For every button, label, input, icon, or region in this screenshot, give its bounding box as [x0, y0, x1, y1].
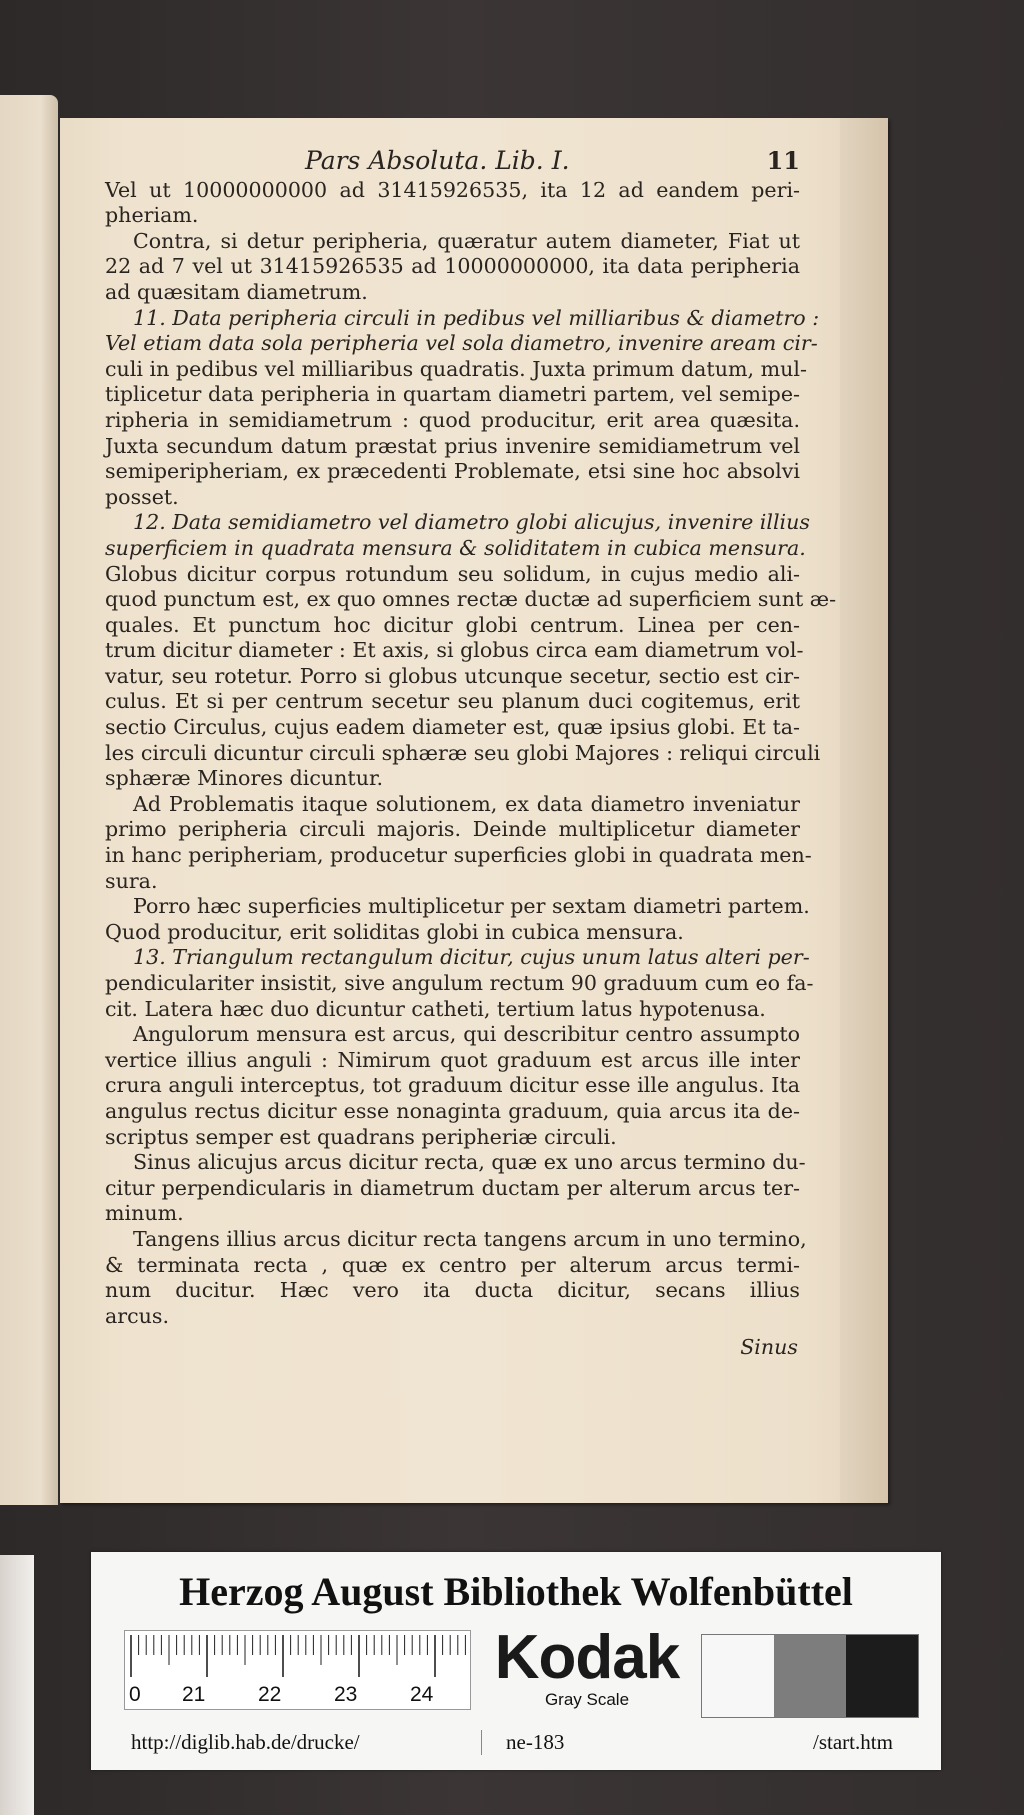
gray-scale-label: Gray Scale [544, 1690, 630, 1709]
text-line: Angulorum mensura est arcus, qui describitur centro assumpto [133, 1022, 800, 1047]
text-line: angulus rectus dicitur esse nonaginta graduum, quia arcus ita de- [105, 1098, 800, 1123]
page-text-block [105, 146, 837, 1361]
text-line: pendiculariter insistit, sive angulum rectum 90 graduum cum eo fa- [105, 971, 814, 995]
url-identifier: ne-183 [481, 1730, 564, 1755]
text-line: 13. Triangulum rectangulum dicitur, cujus unum latus alteri per- [133, 945, 810, 970]
ruler-label-22: 22 [258, 1683, 282, 1706]
text-line: quales. Et punctum hoc dicitur globi centrum. Linea per cen- [105, 612, 800, 637]
text-line: tiplicetur data peripheria in quartam diametri partem, vel semipe- [105, 382, 800, 407]
text-line: Globus dicitur corpus rotundum seu solidum, in cujus medio ali- [105, 561, 800, 586]
text-line: & terminata recta , quæ ex centro per alterum arcus termi- [105, 1252, 800, 1277]
text-line: semiperipheriam, ex præcedenti Problemate, etsi sine hoc absolvi [105, 459, 800, 484]
text-line: 12. Data semidiametro vel diametro globi alicujus, invenire illius [133, 510, 810, 535]
url-suffix: /start.htm [813, 1730, 893, 1754]
text-line: Quod producitur, erit soliditas globi in cubica mensura. [105, 919, 684, 944]
text-line: crura anguli interceptus, tot graduum dicitur esse ille angulus. Ita [105, 1073, 800, 1098]
text-line: trum dicitur diameter : Et axis, si globus circa eam diametrum vol- [105, 638, 804, 663]
measurement-ruler [124, 1630, 471, 1710]
running-head-title: Pars Absoluta. Lib. I. [305, 146, 570, 175]
ruler-label-0: 0 [129, 1683, 141, 1706]
text-line: minum. [105, 1201, 184, 1226]
text-line: Ad Problematis itaque solutionem, ex data diametro inveniatur [133, 791, 800, 816]
text-line: superficiem in quadrata mensura & soliditatem in cubica mensura. [105, 535, 806, 560]
text-line: scriptus semper est quadrans peripheriæ circuli. [105, 1124, 617, 1149]
text-line: ad quæsitam diametrum. [105, 279, 368, 304]
library-color-card [91, 1552, 941, 1770]
gray-scale-swatches [701, 1634, 919, 1718]
left-neighbour-page [0, 95, 58, 1505]
ruler-label-23: 23 [334, 1683, 358, 1706]
text-line: 22 ad 7 vel ut 31415926535 ad 10000000000, ita data peripheria [105, 254, 800, 279]
ruler-ticks [125, 1631, 470, 1681]
text-line: sectio Circulus, cujus eadem diameter est, quæ ipsius globi. Et ta- [105, 715, 800, 740]
text-line: Vel ut 10000000000 ad 31415926535, ita 12 ad eandem peri- [105, 177, 800, 202]
text-line: vatur, seu rotetur. Porro si globus utcunque secetur, sectio est cir- [105, 663, 800, 688]
ruler-label-24: 24 [410, 1683, 434, 1706]
text-line: vertice illius anguli : Nimirum quot graduum est arcus ille inter [105, 1047, 800, 1072]
kodak-logo: Kodak [494, 1623, 680, 1692]
text-line: posset. [105, 484, 179, 509]
text-line: pheriam. [105, 203, 199, 228]
text-line: culus. Et si per centrum secetur seu planum duci cogitemus, erit [105, 689, 800, 714]
text-line: cit. Latera hæc duo dicuntur catheti, tertium latus hypotenusa. [105, 996, 766, 1021]
text-line: sura. [105, 868, 158, 893]
swatch-white [702, 1635, 774, 1717]
left-lower-strip [0, 1555, 34, 1815]
text-line: 11. Data peripheria circuli in pedibus vel milliaribus & diametro : [133, 305, 820, 330]
swatch-gray [774, 1635, 846, 1717]
text-line: Tangens illius arcus dicitur recta tangens arcum in uno termino, [133, 1226, 807, 1251]
text-line: quod punctum est, ex quo omnes rectæ ductæ ad superficiem sunt æ- [105, 587, 837, 612]
text-line: Juxta secundum datum præstat prius invenire semidiametrum vel [105, 433, 800, 458]
url-prefix: http://diglib.hab.de/drucke/ [131, 1730, 360, 1754]
book-page [60, 118, 888, 1503]
text-line: primo peripheria circuli majoris. Deinde multiplicetur diameter [105, 817, 800, 842]
text-line: Sinus alicujus arcus dicitur recta, quæ ex uno arcus termino du- [133, 1150, 806, 1175]
text-line: Contra, si detur peripheria, quæratur autem diameter, Fiat ut [133, 228, 800, 253]
body-text [105, 177, 837, 1330]
text-line: citur perpendicularis in diametrum ductam per alterum arcus ter- [105, 1175, 800, 1200]
page-number: 11 [766, 146, 800, 175]
text-line: culi in pedibus vel milliaribus quadratis. Juxta primum datum, mul- [105, 356, 807, 381]
text-line: ripheria in semidiametrum : quod producitur, erit area quæsita. [105, 407, 800, 432]
text-line: num ducitur. Hæc vero ita ducta dicitur, secans illius [105, 1278, 800, 1303]
text-line: sphæræ Minores dicuntur. [105, 766, 384, 791]
running-header [105, 148, 800, 174]
text-line: Porro hæc superficies multiplicetur per sextam diametri partem. [133, 894, 810, 919]
text-line: arcus. [105, 1303, 170, 1328]
swatch-black [846, 1635, 918, 1717]
page-gutter-shadow [840, 118, 888, 1503]
ruler-label-21: 21 [182, 1683, 206, 1706]
text-line: Vel etiam data sola peripheria vel sola diametro, invenire aream cir- [105, 331, 818, 356]
catchword: Sinus [740, 1335, 798, 1360]
library-name: Herzog August Bibliothek Wolfenbüttel [179, 1569, 853, 1614]
text-line: in hanc peripheriam, producetur superficies globi in quadrata men- [105, 843, 812, 868]
text-line: les circuli dicuntur circuli sphæræ seu globi Majores : reliqui circuli [105, 740, 821, 765]
